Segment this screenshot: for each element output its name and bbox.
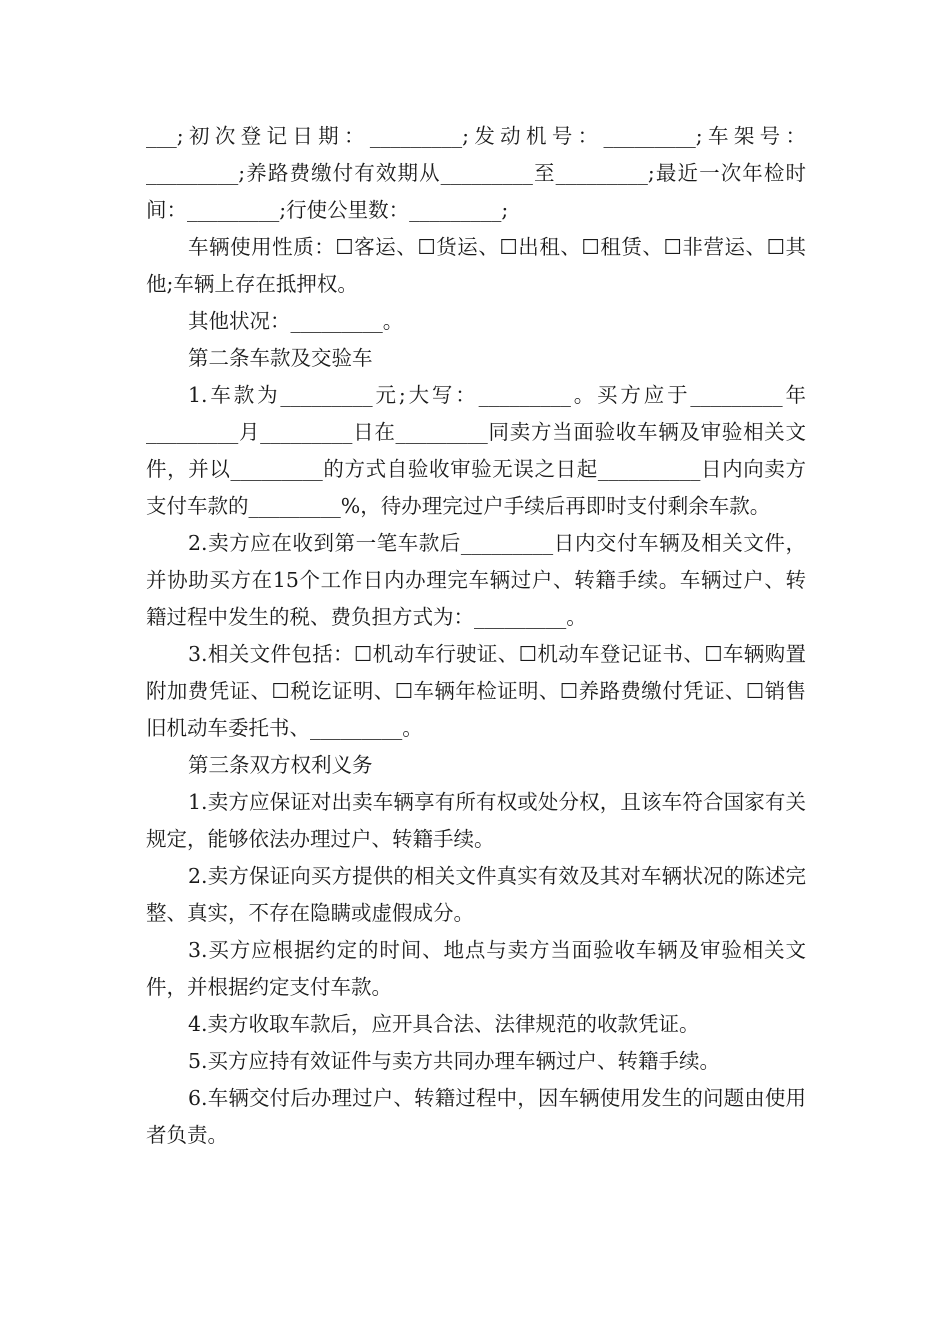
document-page bbox=[146, 118, 806, 1154]
paragraph-vehicle-usage: 车辆使用性质：☐客运、☐货运、☐出租、☐租赁、☐非营运、☐其他;车辆上存在抵押权。 bbox=[146, 235, 806, 296]
section-heading-rights: 第三条双方权利义务 bbox=[188, 753, 373, 777]
paragraph-rights-clause-1: 1.卖方应保证对出卖车辆享有所有权或处分权，且该车符合国家有关规定，能够依法办理过户、转籍手续。 bbox=[146, 790, 806, 851]
paragraph-rights-clause-5: 5.买方应持有效证件与卖方共同办理车辆过户、转籍手续。 bbox=[188, 1049, 721, 1073]
paragraph-payment-clause-3: 3.相关文件包括：☐机动车行驶证、☐机动车登记证书、☐车辆购置附加费凭证、☐税讫证明、☐车辆年检证明、☐养路费缴付凭证、☐销售旧机动车委托书、_________。 bbox=[146, 642, 806, 740]
paragraph-payment-clause-1: 1.车款为_________元;大写：_________。买方应于_________年_________月_________日在_________同卖方当面验收车辆及审验相关文件，并以_________的方式自验收审验无误之日起__________日内向卖方支付车款的_________%，待办理完过户手续后再即时支付剩余车款。 bbox=[146, 383, 806, 518]
section-heading-payment: 第二条车款及交验车 bbox=[188, 346, 373, 370]
paragraph-rights-clause-4: 4.卖方收取车款后，应开具合法、法律规范的收款凭证。 bbox=[188, 1012, 700, 1036]
paragraph-payment-clause-2: 2.卖方应在收到第一笔车款后_________日内交付车辆及相关文件，并协助买方在15个工作日内办理完车辆过户、转籍手续。车辆过户、转籍过程中发生的税、费负担方式为：_________。 bbox=[146, 531, 806, 629]
paragraph-rights-clause-2: 2.卖方保证向买方提供的相关文件真实有效及其对车辆状况的陈述完整、真实，不存在隐瞒或虚假成分。 bbox=[146, 864, 806, 925]
paragraph-vehicle-details: ___;初次登记日期：_________;发动机号：_________;车架号：_________;养路费缴付有效期从_________至_________;最近一次年检时间：_________;行使公里数：_________; bbox=[146, 124, 806, 222]
paragraph-rights-clause-3: 3.买方应根据约定的时间、地点与卖方当面验收车辆及审验相关文件，并根据约定支付车款。 bbox=[146, 938, 806, 999]
paragraph-other-status: 其他状况：_________。 bbox=[188, 309, 404, 333]
paragraph-rights-clause-6: 6.车辆交付后办理过户、转籍过程中，因车辆使用发生的问题由使用者负责。 bbox=[146, 1086, 806, 1147]
